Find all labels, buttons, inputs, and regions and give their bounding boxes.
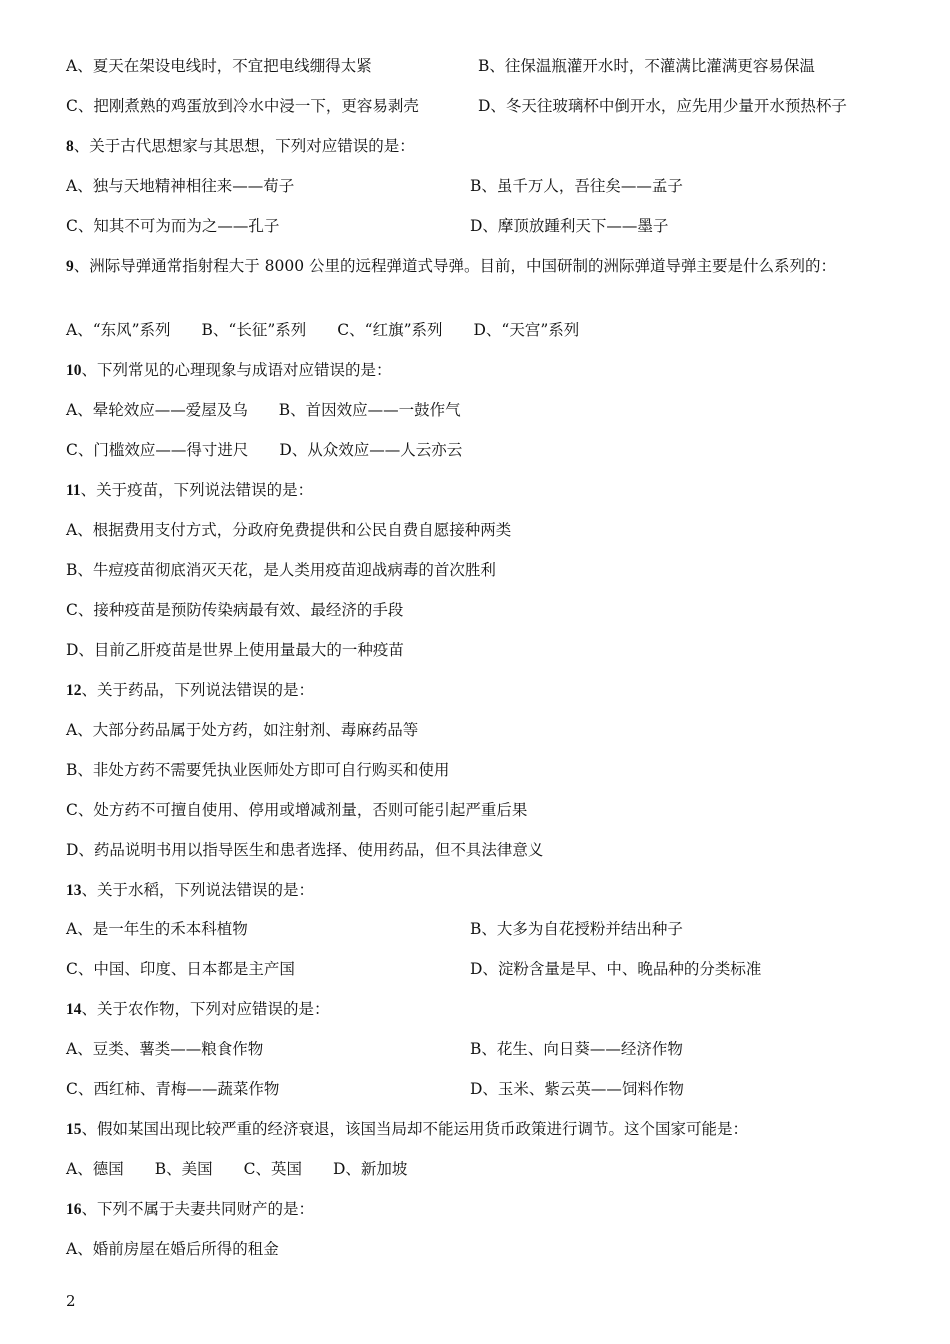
question-10: 10、下列常见的心理现象与成语对应错误的是： [66,361,392,379]
question-9: 9、洲际导弹通常指射程大于 8000 公里的远程弹道式导弹。目前，中国研制的洲际弹道导弹主要是什么系列的： [66,257,837,275]
q11-option-d: D、目前乙肝疫苗是世界上使用量最大的一种疫苗 [66,641,404,659]
q11-option-a: A、根据费用支付方式，分政府免费提供和公民自费自愿接种两类 [66,521,512,539]
question-15: 15、假如某国出现比较严重的经济衰退，该国当局却不能运用货币政策进行调节。这个国家可能是： [66,1120,749,1138]
q11-option-b: B、牛痘疫苗彻底消灭天花，是人类用疫苗迎战病毒的首次胜利 [66,561,496,579]
q14-option-c: C、西红柿、青梅——蔬菜作物 [66,1080,280,1098]
q11-option-c: C、接种疫苗是预防传染病最有效、最经济的手段 [66,601,404,619]
q12-option-c: C、处方药不可擅自使用、停用或增减剂量，否则可能引起严重后果 [66,801,528,819]
q8-option-d: D、摩顶放踵利天下——墨子 [470,217,669,235]
q13-option-d: D、淀粉含量是早、中、晚品种的分类标准 [470,960,762,978]
q14-option-a: A、豆类、薯类——粮食作物 [66,1040,264,1058]
q9-options: A、“东风”系列 B、“长征”系列 C、“红旗”系列 D、“天宫”系列 [66,321,580,339]
q14-option-b: B、花生、向日葵——经济作物 [470,1040,683,1058]
q7-option-c: C、把刚煮熟的鸡蛋放到冷水中浸一下，更容易剥壳 [66,97,419,115]
q8-option-a: A、独与天地精神相往来——荀子 [66,177,295,195]
q10-options-row2: C、门槛效应——得寸进尺 D、从众效应——人云亦云 [66,441,463,459]
question-16: 16、下列不属于夫妻共同财产的是： [66,1200,315,1218]
page-number: 2 [66,1292,76,1310]
q10-options-row1: A、晕轮效应——爱屋及乌 B、首因效应——一鼓作气 [66,401,461,419]
q13-option-c: C、中国、印度、日本都是主产国 [66,960,295,978]
q12-option-d: D、药品说明书用以指导医生和患者选择、使用药品，但不具法律意义 [66,841,544,859]
question-13: 13、关于水稻，下列说法错误的是： [66,881,315,899]
question-11: 11、关于疫苗，下列说法错误的是： [66,481,314,499]
q13-option-b: B、大多为自花授粉并结出种子 [470,920,683,938]
question-14: 14、关于农作物，下列对应错误的是： [66,1000,330,1018]
question-12: 12、关于药品，下列说法错误的是： [66,681,315,699]
q8-option-c: C、知其不可为而为之——孔子 [66,217,280,235]
q15-options: A、德国 B、美国 C、英国 D、新加坡 [66,1160,408,1178]
q14-option-d: D、玉米、紫云英——饲料作物 [470,1080,684,1098]
q13-option-a: A、是一年生的禾本科植物 [66,920,248,938]
q12-option-a: A、大部分药品属于处方药，如注射剂、毒麻药品等 [66,721,419,739]
q7-option-a: A、夏天在架设电线时，不宜把电线绷得太紧 [66,57,372,75]
q16-option-a: A、婚前房屋在婚后所得的租金 [66,1240,279,1258]
question-8: 8、关于古代思想家与其思想，下列对应错误的是： [66,137,415,155]
q7-option-b: B、往保温瓶灌开水时，不灌满比灌满更容易保温 [478,57,815,75]
q7-option-d: D、冬天往玻璃杯中倒开水，应先用少量开水预热杯子 [478,97,847,115]
q8-option-b: B、虽千万人，吾往矣——孟子 [470,177,683,195]
q12-option-b: B、非处方药不需要凭执业医师处方即可自行购买和使用 [66,761,450,779]
